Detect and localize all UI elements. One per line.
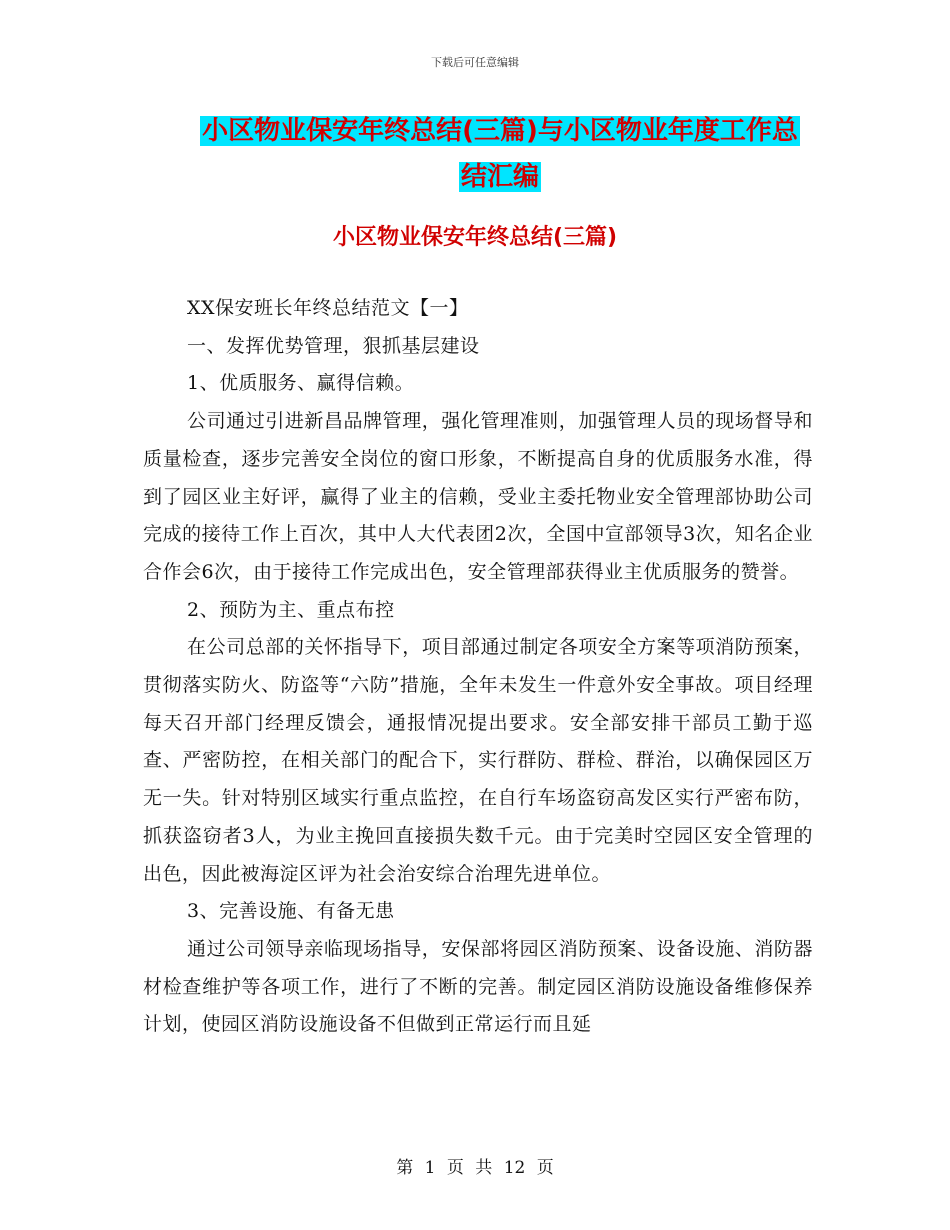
subheading-2: 2、预防为主、重点布控	[187, 598, 395, 621]
subheading-1: 1、优质服务、赢得信赖。	[187, 372, 415, 395]
paragraph-intro: XX保安班长年终总结范文【一】	[187, 297, 469, 319]
document-body	[143, 290, 813, 1044]
subheading-3: 3、完善设施、有备无患	[187, 900, 395, 923]
heading-part-one: 一、发挥优势管理，狠抓基层建设	[187, 334, 480, 357]
document-title	[150, 108, 850, 200]
document-title-line-1: 小区物业保安年终总结(三篇)与小区物业年度工作总	[202, 116, 798, 146]
section-title: 小区物业保安年终总结(三篇)	[332, 225, 618, 250]
header-note: 下载后可任意编辑	[431, 56, 519, 69]
document-title-line-2: 结汇编	[460, 162, 539, 192]
paragraph-1: 公司通过引进新昌品牌管理，强化管理准则，加强管理人员的现场督导和质量检查，逐步完善安全岗位的窗口形象，不断提高自身的优质服务水准，得到了园区业主好评，赢得了业主的信赖，受业主委托物业安全管理部协助公司完成的接待工作上百次，其中人大代表团2次，全国中宣部领导3次，知名企业合作会6次，由于接待工作完成出色，安全管理部获得业主优质服务的赞誉。	[143, 410, 813, 583]
paragraph-3: 通过公司领导亲临现场指导，安保部将园区消防预案、设备设施、消防器材检查维护等各项工作，进行了不断的完善。制定园区消防设施设备维修保养计划，使园区消防设施设备不但做到正常运行而且延	[143, 937, 813, 1036]
paragraph-2: 在公司总部的关怀指导下，项目部通过制定各项安全方案等项消防预案，贯彻落实防火、防盗等“六防”措施，全年未发生一件意外安全事故。项目经理每天召开部门经理反馈会，通报情况提出要求。安全部安排干部员工勤于巡查、严密防控，在相关部门的配合下，实行群防、群检、群治，以确保园区万无一失。针对特别区域实行重点监控，在自行车场盗窃高发区实行严密布防，抓获盗窃者3人，为业主挽回直接损失数千元。由于完美时空园区安全管理的出色，因此被海淀区评为社会治安综合治理先进单位。	[143, 636, 813, 885]
page-footer: 第 1 页 共 12 页	[396, 1158, 554, 1178]
